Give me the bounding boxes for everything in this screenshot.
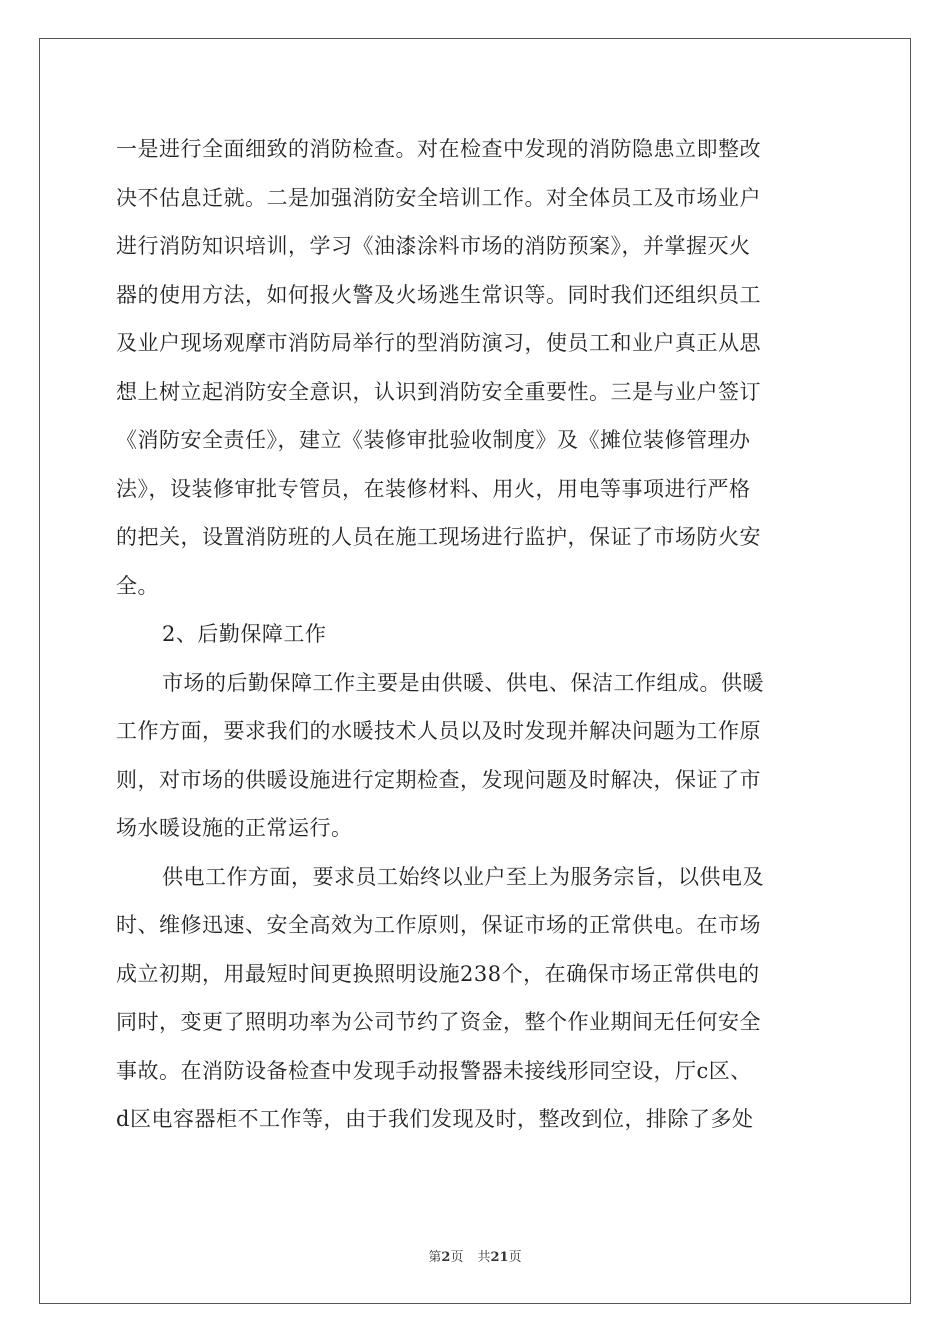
text-line: 想上树立起消防安全意识，认识到消防安全重要性。三是与业户签订 <box>116 379 761 404</box>
document-body <box>116 125 836 1144</box>
page-footer <box>0 1246 950 1265</box>
text-line: 市场的后勤保障工作主要是由供暖、供电、保洁工作组成。供暖 <box>162 670 764 695</box>
text-line: 供电工作方面，要求员工始终以业户至上为服务宗旨，以供电及 <box>162 864 764 889</box>
text-line: 一是进行全面细致的消防检查。对在检查中发现的消防隐患立即整改 <box>116 137 761 161</box>
footer-total-suffix: 页 <box>508 1250 522 1265</box>
text-line: 决不估息迁就。二是加强消防安全培训工作。对全体员工及市场业户 <box>116 185 761 210</box>
footer-prefix: 第 <box>428 1250 442 1265</box>
text-line: 成立初期，用最短时间更换照明设施238个，在确保市场正常供电的 <box>116 961 760 986</box>
text-line: 的把关，设置消防班的人员在施工现场进行监护，保证了市场防火安 <box>116 525 761 549</box>
text-line: d区电容器柜不工作等，由于我们发现及时，整改到位，排除了多处 <box>116 1107 754 1131</box>
text-line: 则，对市场的供暖设施进行定期检查，发现问题及时解决，保证了市 <box>116 767 761 792</box>
text-line: 《消防安全责任》，建立《装修审批验收制度》及《摊位装修管理办 <box>116 428 751 452</box>
text-line: 时、维修迅速、安全高效为工作原则，保证市场的正常供电。在市场 <box>116 913 761 937</box>
text-line: 及业户现场观摩市消防局举行的型消防演习，使员工和业户真正从思 <box>116 331 761 355</box>
text-line: 器的使用方法，如何报火警及火场逃生常识等。同时我们还组织员工 <box>116 282 761 307</box>
total-page-count: 21 <box>490 1250 509 1265</box>
footer-page-suffix: 页 <box>450 1250 464 1265</box>
footer-total-prefix: 共 <box>477 1250 491 1265</box>
text-line: 事故。在消防设备检查中发现手动报警器未接线形同空设，厅c区、 <box>116 1058 752 1083</box>
section-heading: 2、后勤保障工作 <box>162 622 327 646</box>
text-line: 法》，设装修审批专管员，在装修材料、用火，用电等事项进行严格 <box>116 476 751 501</box>
text-line: 场水暖设施的正常运行。 <box>116 816 353 840</box>
text-line: 进行消防知识培训，学习《油漆涂料市场的消防预案》，并掌握灭火 <box>116 234 751 258</box>
text-line: 工作方面，要求我们的水暖技术人员以及时发现并解决问题为工作原 <box>116 719 761 743</box>
text-line: 同时，变更了照明功率为公司节约了资金，整个作业期间无任何安全 <box>116 1010 761 1034</box>
current-page-number: 2 <box>441 1250 451 1265</box>
text-line: 全。 <box>116 573 159 598</box>
